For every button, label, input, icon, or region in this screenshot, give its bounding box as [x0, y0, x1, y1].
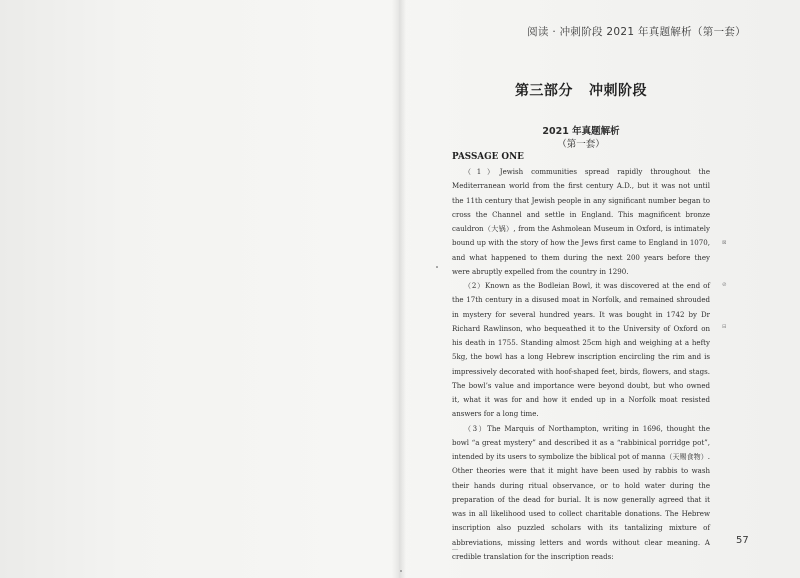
book-gutter [392, 0, 406, 578]
passage-heading: PASSAGE ONE [452, 152, 524, 162]
margin-mark-2: ⊘ [722, 282, 727, 288]
set-label: （第一套） [557, 139, 605, 150]
section-subtitle: 2021 年真题解析 [542, 126, 620, 137]
paragraph-2: （2）Known as the Bodleian Bowl, it was discovered at the end of the 17th century in a disused moat in Norfolk, and remained shrouded in mystery for several hundred years. It was bought in 1742 by Dr Richard Rawlinson, who bequeathed it to the University of Oxford on his death in 1755. Standing almost 25cm high and weighing at a hefty 5kg, the bowl has a long Hebrew inscription encircling the rim and is impressively decorated with hoof-shaped feet, birds, flowers, and stags. The bowl’s value and importance were beyond doubt, but who owned it, what it was for and how it ended up in a Norfolk moat resisted answers for a long time. [452, 281, 710, 419]
margin-mark-3: ⊟ [722, 324, 727, 330]
margin-mark-1: ⊠ [722, 240, 727, 246]
part-title: 第三部分 冲刺阶段 [514, 83, 648, 99]
running-header: 阅读 · 冲刺阶段 2021 年真题解析（第一套） [527, 26, 746, 38]
passage-body [452, 165, 710, 564]
scan-speck [452, 549, 458, 550]
paragraph-3: （3）The Marquis of Northampton, writing in 1696, thought the bowl “a great mystery” and described it as a “rabbinical porridge pot”, intended by its users to symbolize the biblical pot of manna（天赐食物）. Other theories were that it might have been used by rabbis to wash their hands during ritual observance, or to hold water during the preparation of the dead for burial. It is now generally agreed that it was in all likelihood used to collect charitable donations. The Hebrew inscription also puzzled scholars with its tantalizing mixture of abbreviations, missing letters and words without clear meaning. A credible translation for the inscription reads: [452, 423, 710, 561]
page-number: 57 [736, 535, 749, 546]
scan-speck [400, 570, 402, 572]
paragraph-1: （1）Jewish communities spread rapidly throughout the Mediterranean world from the first century A.D., but it was not until the 11th century that Jewish people in any significant number began to cross the Channel and settle in England. This magnificent bronze cauldron（大锅）, from the Ashmolean Museum in Oxford, is intimately bound up with the story of how the Jews first came to England in 1070, and what happened to them during the next 200 years before they were abruptly expelled from the country in 1290. [452, 167, 710, 276]
scan-speck [436, 266, 438, 268]
